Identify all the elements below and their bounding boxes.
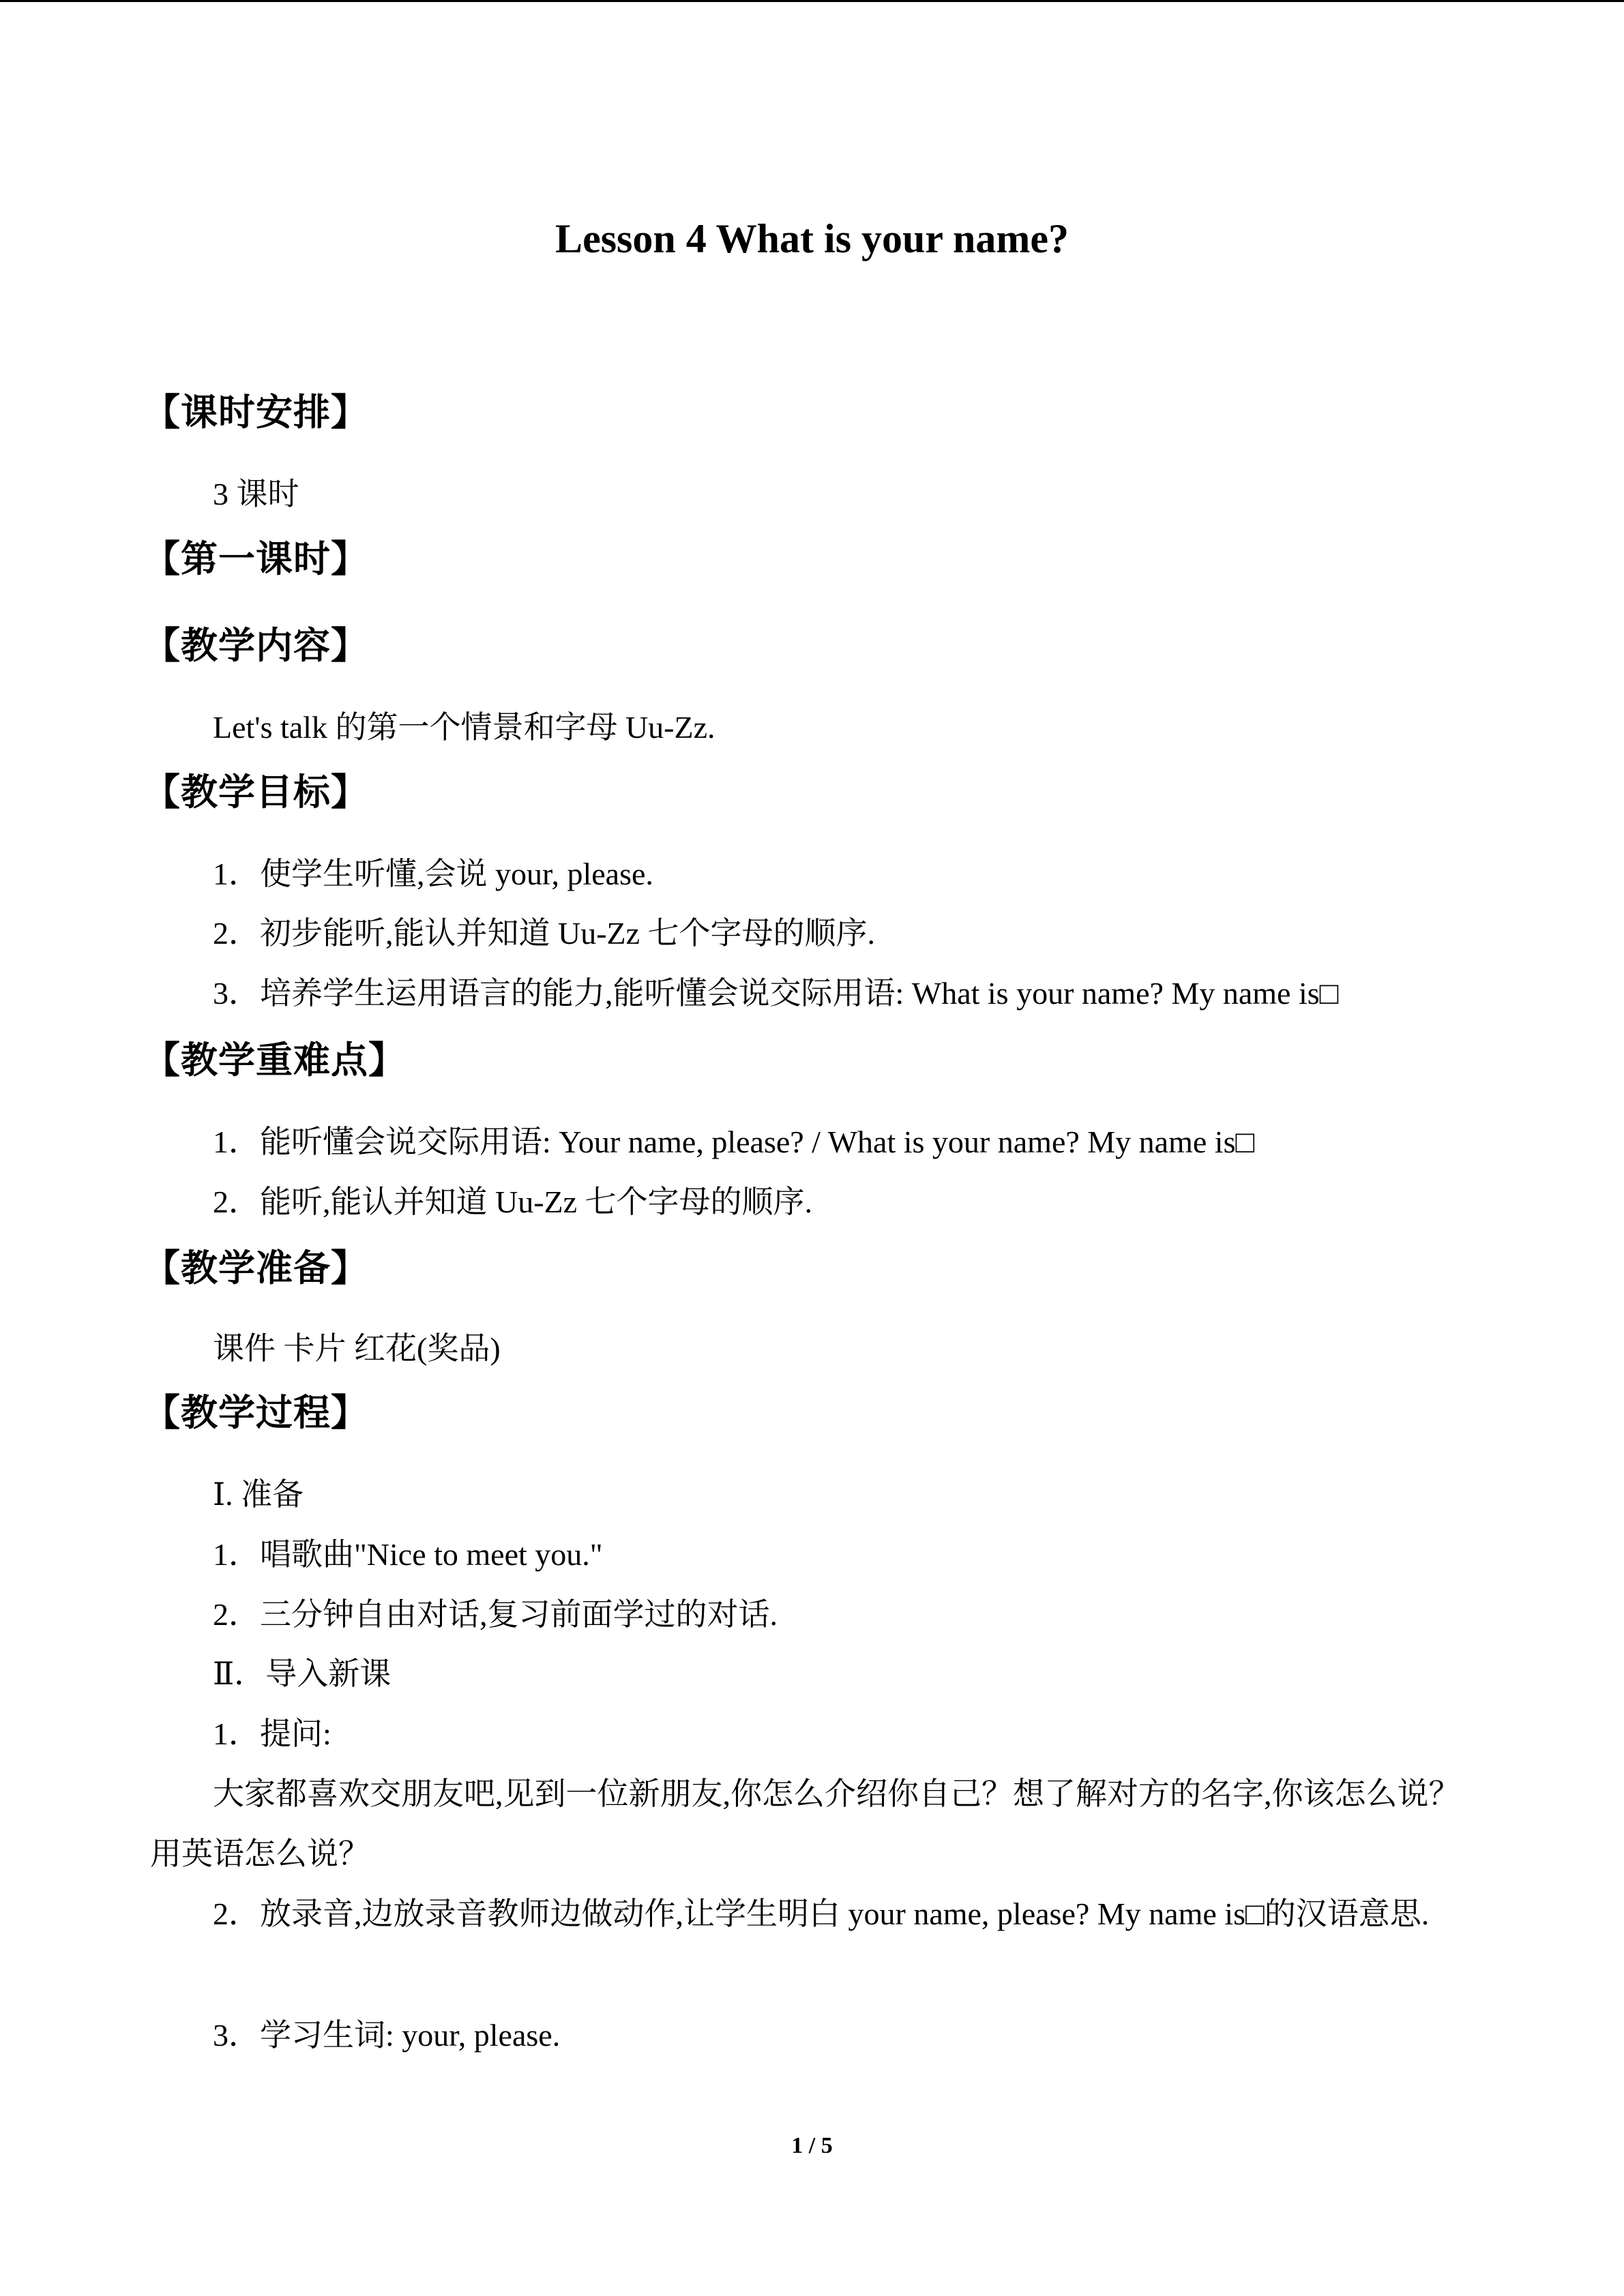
process-line: Ⅱ．导入新课 [213,1656,392,1691]
process-line: 2．三分钟自由对话,复习前面学过的对话. [213,1597,778,1632]
heading-content: 【教学内容】 [143,624,368,667]
key-point-item: 2．能听,能认并知道 Uu-Zz 七个字母的顺序. [213,1184,813,1219]
content-text: Let's talk 的第一个情景和字母 Uu-Zz. [213,710,715,745]
page-number: 1 / 5 [791,2133,833,2158]
process-paragraph: 2．放录音,边放录音教师边做动作,让学生明白 your name, please? My name is□的汉语意思. [213,1896,1430,1931]
heading-preparation: 【教学准备】 [143,1247,368,1289]
heading-first-lesson: 【第一课时】 [143,537,368,580]
process-line: 3．学习生词: your, please. [213,2018,561,2053]
key-point-item: 1．能听懂会说交际用语: Your name, please? / What is your name? My name is□ [213,1124,1255,1159]
process-line: 1．唱歌曲"Nice to meet you." [213,1537,603,1572]
goal-item: 1．使学生听懂,会说 your, please. [213,856,653,891]
process-paragraph: 大家都喜欢交朋友吧,见到一位新朋友,你怎么介绍你自己？想了解对方的名字,你该怎么说？用英语怎么说？ [150,1776,1460,1871]
heading-goals: 【教学目标】 [143,771,368,814]
heading-process: 【教学过程】 [143,1391,368,1434]
goal-item: 2．初步能听,能认并知道 Uu-Zz 七个字母的顺序. [213,916,876,951]
goal-item: 3．培养学生运用语言的能力,能听懂会说交际用语: What is your name? My name is□ [213,976,1339,1011]
heading-schedule: 【课时安排】 [143,391,368,434]
heading-key-points: 【教学重难点】 [143,1039,406,1082]
process-line: Ⅰ. 准备 [213,1477,304,1512]
process-line: 1．提问: [213,1716,331,1751]
page-title: Lesson 4 What is your name? [555,216,1069,261]
top-border-line [0,0,1624,2]
preparation-text: 课件 卡片 红花(奖品) [213,1331,501,1366]
schedule-text: 3 课时 [213,477,299,511]
